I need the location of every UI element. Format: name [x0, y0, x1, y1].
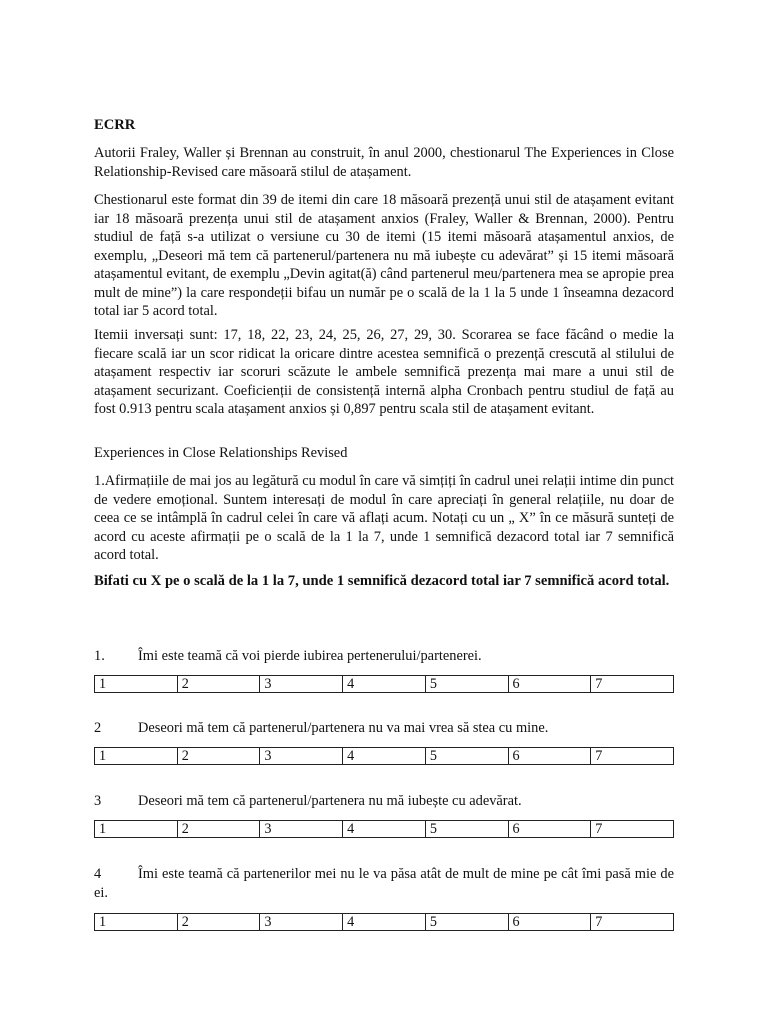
questionnaire-item [94, 792, 674, 811]
scale-option[interactable]: 1 [95, 914, 178, 931]
scale-option[interactable]: 7 [591, 676, 674, 693]
scale-option[interactable]: 4 [343, 821, 426, 838]
paragraph-description: Chestionarul este format din 39 de itemi din care 18 măsoară prezență unui stil de atașament evitant iar 18 măsoară prezența unui stil de atașament anxios (Fraley, Waller & Brennan, 2000). Pentru studiul de față s-a utilizat o versiune cu 30 de itemi (15 itemi măsoară atașamentul anxios, de exemplu, „Deseori mă tem că partenerul/partenera nu mă iubește cu adevărat” și 15 itemi măsoară atașamentul evitant, de exemplu „Devin agitat(ă) când partenerul meu/partenera mea se apropie prea mult de mine”) la care respondeții bifau un număr pe o scală de la 1 la 5 unde 1 înseamna dezacord total iar 5 acord total. [94, 192, 674, 319]
item-number: 3 [94, 793, 102, 809]
scale-option[interactable]: 6 [508, 676, 591, 693]
scale-option[interactable]: 3 [260, 748, 343, 765]
questionnaire-item [94, 719, 674, 738]
scale-option[interactable]: 3 [260, 821, 343, 838]
scale-option[interactable]: 7 [591, 821, 674, 838]
scale-option[interactable]: 4 [343, 748, 426, 765]
scale-option[interactable]: 2 [177, 676, 260, 693]
scale-option[interactable]: 5 [425, 914, 508, 931]
item-text: Deseori mă tem că partenerul/partenera nu va mai vrea să stea cu mine. [138, 720, 549, 736]
questionnaire-subtitle: Experiences in Close Relationships Revised [94, 445, 348, 461]
rating-scale [94, 675, 674, 693]
item-text: Îmi este teamă că partenerilor mei nu le va păsa atât de mult de mine pe cât îmi pasă mie de ei. [94, 866, 674, 901]
questionnaire-item [94, 865, 674, 903]
scale-option[interactable]: 7 [591, 914, 674, 931]
scale-option[interactable]: 4 [343, 914, 426, 931]
paragraph-instructions: 1.Afirmațiile de mai jos au legătură cu modul în care vă simțiți în cadrul unei relații intime din punct de vedere emoțional. Suntem interesați de modul în care apreciați în general relațiile, nu doar de ceea ce se intâmplă în cadrul celei în care vă aflați acum. Notați cu un „ X” în ce măsură sunteți de acord cu aceste afirmații pe o scală de la 1 la 7, unde 1 semnifică dezacord total iar 7 semnifică acord total. [94, 473, 674, 563]
scale-option[interactable]: 6 [508, 748, 591, 765]
scale-option[interactable]: 3 [260, 676, 343, 693]
scale-option[interactable]: 7 [591, 748, 674, 765]
scale-option[interactable]: 5 [425, 748, 508, 765]
questionnaire-item [94, 647, 674, 666]
scale-option[interactable]: 2 [177, 821, 260, 838]
rating-scale [94, 820, 674, 838]
scale-option[interactable]: 2 [177, 748, 260, 765]
scale-option[interactable]: 1 [95, 676, 178, 693]
scale-option[interactable]: 1 [95, 748, 178, 765]
item-number: 1. [94, 648, 105, 664]
scale-option[interactable]: 5 [425, 676, 508, 693]
rating-scale [94, 747, 674, 765]
bold-instruction: Bifati cu X pe o scală de la 1 la 7, unde 1 semnifică dezacord total iar 7 semnifică acord total. [94, 573, 670, 589]
paragraph-intro: Autorii Fraley, Waller și Brennan au construit, în anul 2000, chestionarul The Experiences in Close Relationship-Revised care măsoară stilul de atașament. [94, 145, 674, 180]
scale-option[interactable]: 6 [508, 914, 591, 931]
document-title: ECRR [94, 117, 136, 133]
paragraph-scoring: Itemii inversați sunt: 17, 18, 22, 23, 24, 25, 26, 27, 29, 30. Scorarea se face făcând o medie la fiecare scală iar un scor ridicat la oricare dintre acestea semnifică o prezență crescută al stilului de atașament respectiv iar scoruri scăzute le ambele semnifică prezența mai mare a unui stil de atașament securizant. Coeficienții de consistență internă alpha Cronbach pentru studiul de față au fost 0.913 pentru scala atașament anxios și 0,897 pentru scala stil de atașament evitant. [94, 327, 674, 417]
scale-option[interactable]: 6 [508, 821, 591, 838]
scale-option[interactable]: 5 [425, 821, 508, 838]
item-text: Îmi este teamă că voi pierde iubirea pertenerului/partenerei. [138, 648, 482, 664]
rating-scale [94, 913, 674, 931]
scale-option[interactable]: 1 [95, 821, 178, 838]
item-number: 2 [94, 720, 102, 736]
scale-option[interactable]: 3 [260, 914, 343, 931]
scale-option[interactable]: 2 [177, 914, 260, 931]
item-text: Deseori mă tem că partenerul/partenera nu mă iubește cu adevărat. [138, 793, 522, 809]
scale-option[interactable]: 4 [343, 676, 426, 693]
item-number: 4 [94, 866, 102, 882]
